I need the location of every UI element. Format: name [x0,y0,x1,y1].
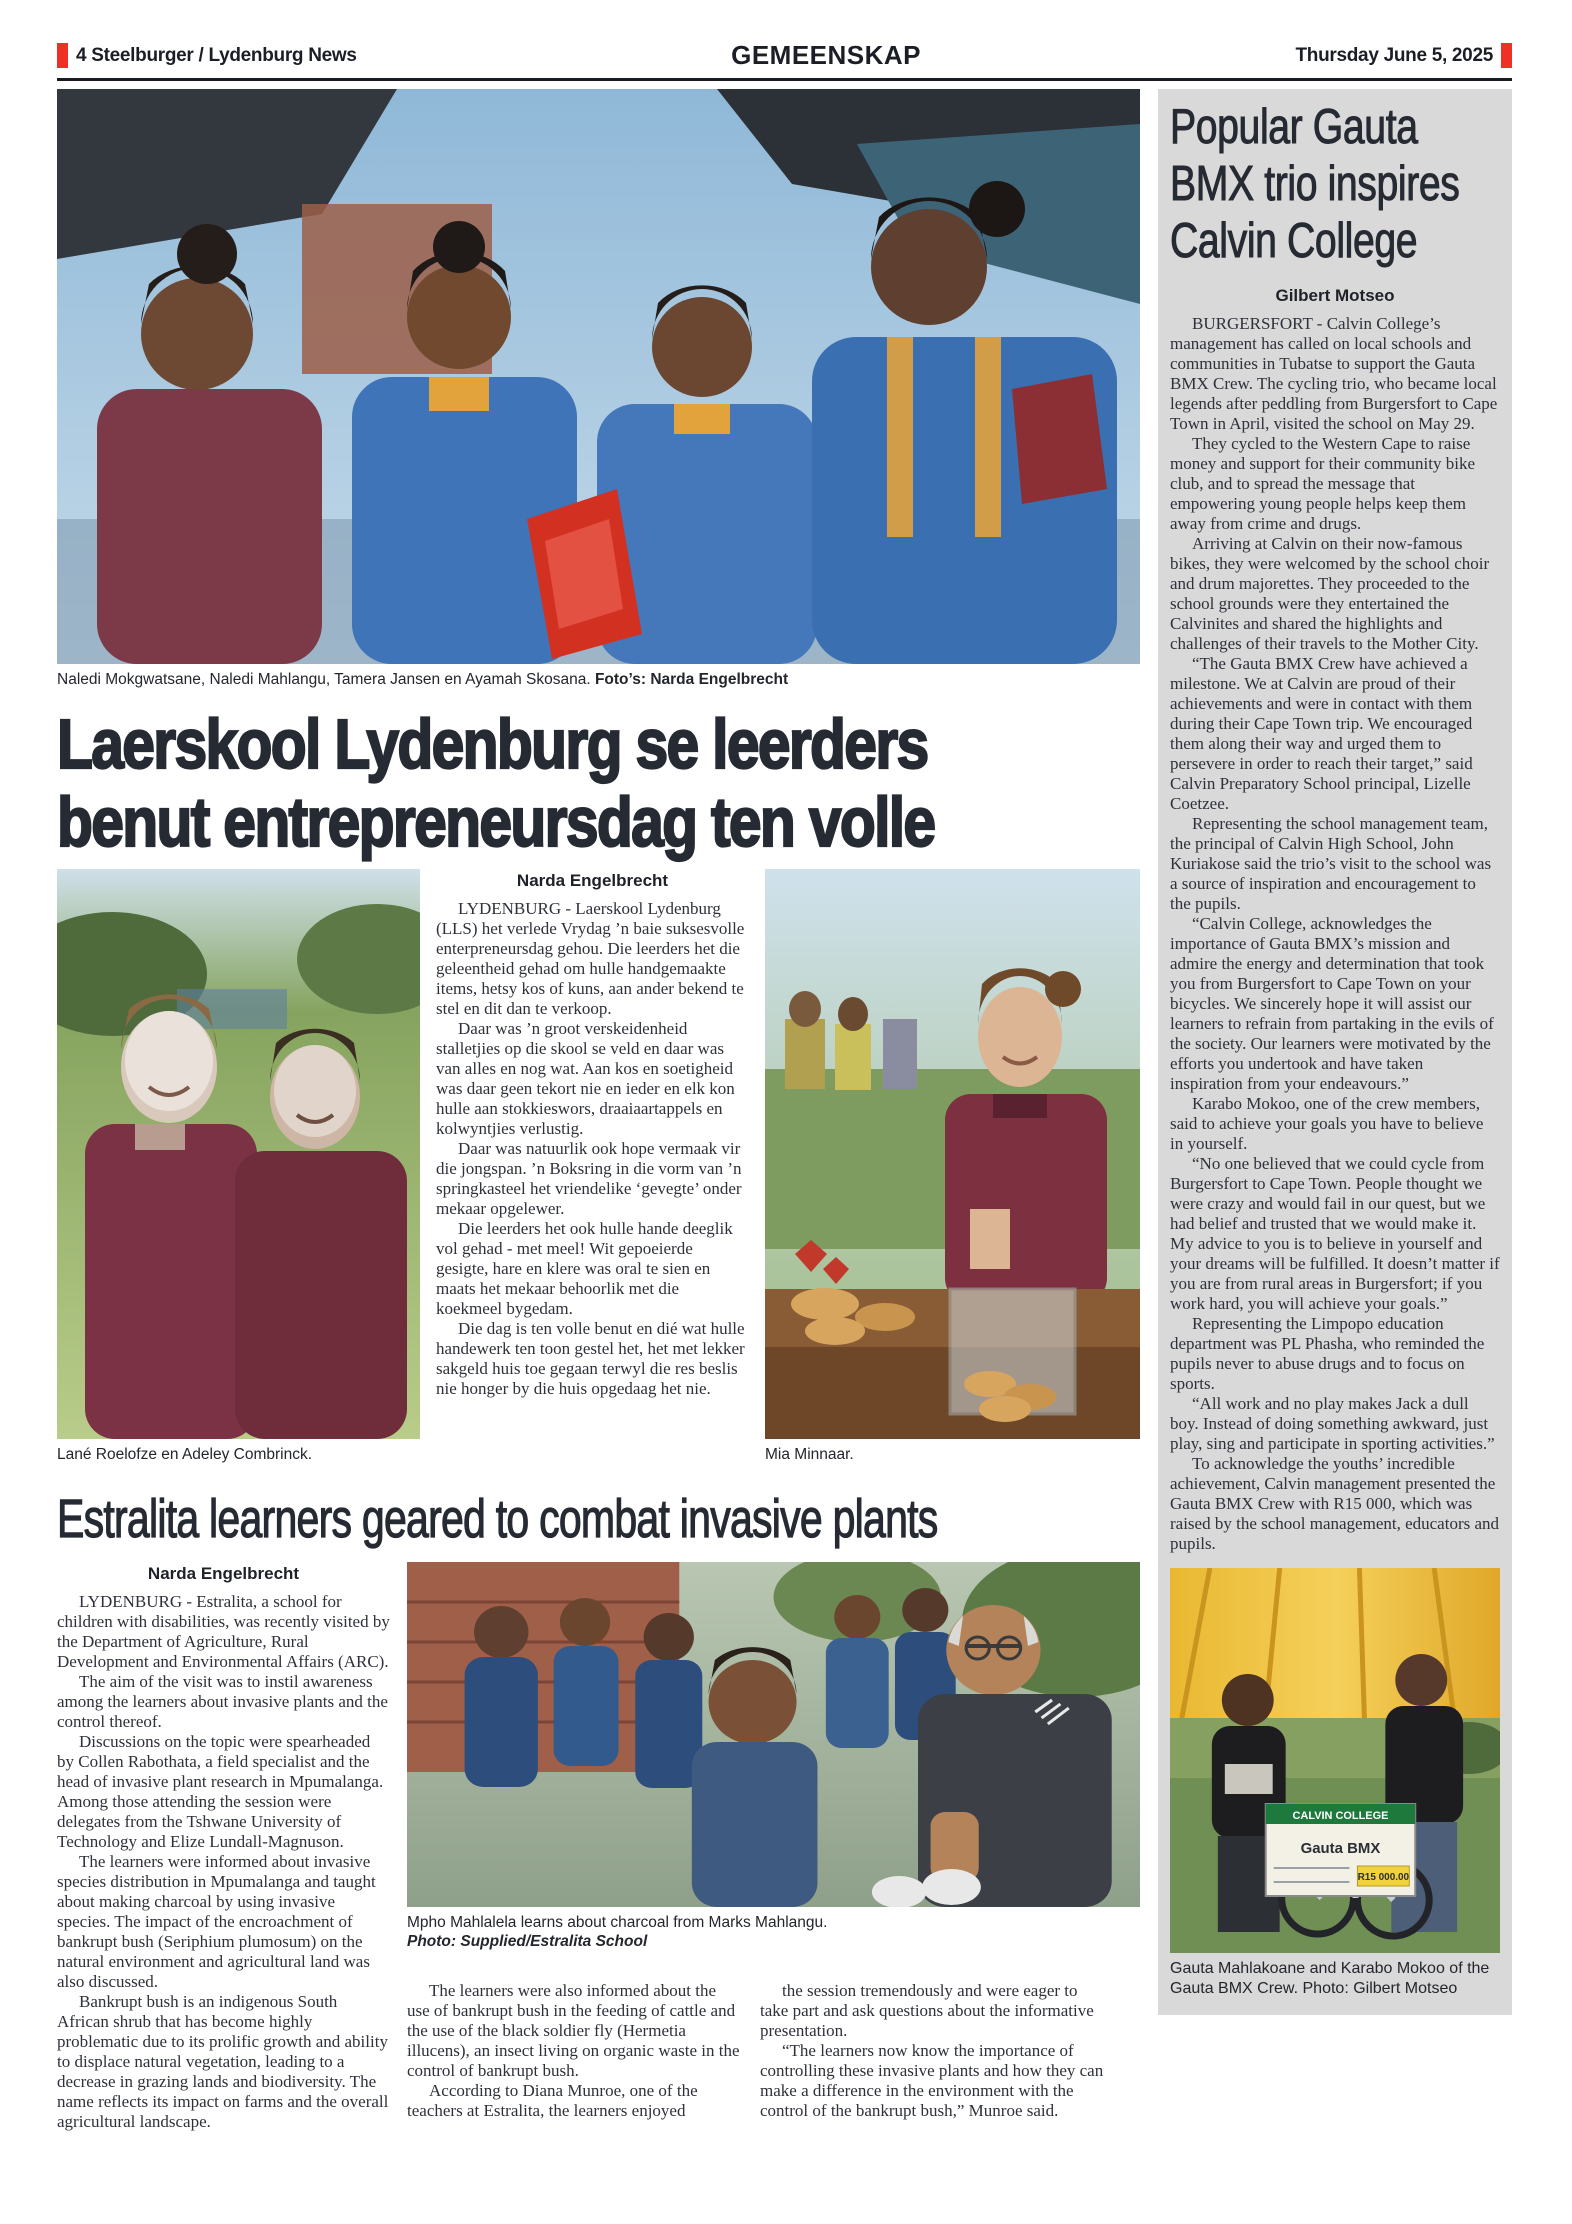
bmx-photo-caption [1170,1959,1500,1999]
sidebar-paragraph: Representing the Limpopo education department was PL Phasha, who reminded the pupils never to abuse drugs and to focus on sports. [1170,1314,1485,1393]
article1-paragraph: Daar was ’n groot verskeidenheid stalletjies op die skool se veld en daar was van alles en nog wat. Aan kos en soetigheid was daar geen tekort nie en ieder en elk kon hulle aan stokkieswors, draaiaartappels en kolwyntjies verlustig. [436,1019,735,1138]
article2-paragraph: Bankrupt bush is an indigenous South African shrub that has become highly problematic due to its prolific growth and ability to displace natural vegetation, leading to a decrease in grazing lands and biodiversity. The name reflects its impact on farms and the overall agricultural landscape. [57,1992,389,2131]
article2-byline: Narda Engelbrecht [147,1564,300,1583]
sidebar-paragraph: They cycled to the Western Cape to raise money and support for their community bike club, and to spread the message that empowering young people helps keep them away from crime and drugs. [1170,434,1475,533]
cheque-payee-text: Gauta BMX [1300,1839,1381,1858]
red-accent-right [1501,43,1512,68]
charcoal-photo-figure [407,1562,1140,1951]
article2-paragraph: the session tremendously and were eager to take part and ask questions about the informative presentation. [760,1981,1094,2040]
article1-paragraph: Die dag is ten volle benut en dié wat hulle handewerk ten toon gestel het, het met lekker sakgeld huis toe gegaan terwyl die res beslis nie honger by die huis opgedaag het nie. [436,1319,745,1398]
article1-left-photo-column [57,869,420,1464]
article2-paragraph: The learners were also informed about the use of bankrupt bush in the feeding of cattle and the use of the black soldier fly (Hermetia illucens), an insect living on organic waste in the control of bankrupt bush. [407,1981,740,2080]
photo-bmx-crew [1170,1568,1500,1953]
article1-paragraph: Daar was natuurlik ook hope vermaak vir die jongspan. ’n Boksring in die vorm van ’n springkasteel het vriendelike ‘gevegte’ onder mekaar opgelewer. [436,1139,742,1218]
sidebar-headline [1170,99,1500,270]
top-photo-figure [57,89,1140,689]
right-photo-caption: Mia Minnaar. [765,1446,854,1463]
sidebar-text [1170,314,1500,1554]
article1-text-column [436,869,749,1464]
bmx-photo-credit: Photo: Gilbert Motseo [1302,1980,1458,1997]
section-title: GEMEENSKAP [731,40,922,70]
issue-date: Thursday June 5, 2025 [1295,44,1493,66]
article1-paragraph: Die leerders het ook hulle hande deeglik vol gehad - met meel! Wit gepoeierde gesigte, hare en klere was oral te sien en maats het mekaar behoorlik met die koekmeel bygedam. [436,1219,733,1318]
sidebar-paragraph: BURGERSFORT - Calvin College’s management has called on local schools and communities in Tubatse to support the Gauta BMX Crew. The cycling trio, who became local legends after peddling from Burgersfort to Cape Town in April, visited the school on May 29. [1170,314,1498,433]
article2-sub-columns [407,1981,1140,2121]
header-left [57,43,357,68]
sidebar-headline-line2: BMX trio inspires [1170,157,1460,211]
article1-columns [57,869,1140,1464]
red-accent-left [57,43,68,68]
header-right [1295,43,1512,68]
charcoal-photo-credit: Photo: Supplied/Estralita School [407,1933,648,1950]
article1-paragraph: LYDENBURG - Laerskool Lydenburg (LLS) het verlede Vrydag ’n baie suksesvolle enterpreneursdag gehou. Die leerders het die geleentheid gehad om hulle handgemaakte items, hetsy kos of kuns, aan ander bekend te stel en dit dan te verkoop. [436,899,745,1018]
sidebar-headline-line1: Popular Gauta [1170,100,1418,154]
bmx-caption-text: Gauta Mahlakoane and Karabo Mokoo of the Gauta BMX Crew. [1170,1960,1490,1997]
sidebar-paragraph: Karabo Mokoo, one of the crew members, said to achieve your goals you have to believe in yourself. [1170,1094,1484,1153]
charcoal-caption-text: Mpho Mahlalela learns about charcoal from Marks Mahlangu. [407,1914,828,1931]
article2-middle-column [407,1981,740,2121]
bmx-photo-figure [1170,1568,1500,1999]
article2-left-column [57,1562,390,2132]
article1-byline: Narda Engelbrecht [516,871,669,890]
sidebar-byline: Gilbert Motseo [1275,286,1395,305]
article1-headline-line2: benut entrepreneursdag ten volle [57,783,935,861]
article2-paragraph: Discussions on the topic were spearheaded by Collen Rabothata, a field specialist and the head of invasive plant research in Mpumalanga. Among those attending the session were delegates from the Tshwane University of Technology and Elize Lundall-Magnuson. [57,1732,384,1851]
photo-charcoal-demo [407,1562,1140,1907]
main-column [57,89,1140,2132]
sidebar-paragraph: To acknowledge the youths’ incredible achievement, Calvin management presented the Gauta BMX Crew with R15 000, which was raised by the school management, educators and pupils. [1170,1454,1500,1553]
article2-paragraph: “The learners now know the importance of controlling these invasive plants and how they can make a difference in the environment with the control of the bankrupt bush,” Munroe said. [760,2041,1104,2120]
cheque-header-text: CALVIN COLLEGE [1292,1809,1389,1823]
article2-paragraph: LYDENBURG - Estralita, a school for children with disabilities, was recently visited by the Department of Agriculture, Rural Development and Environmental Affairs (ARC). [57,1592,390,1671]
charcoal-photo-caption [407,1913,1140,1951]
top-photo-caption [57,670,1140,689]
photo-flour-girls [57,869,420,1439]
sidebar-paragraph: Arriving at Calvin on their now-famous bikes, they were welcomed by the school choir and drum majorettes. They proceeded to the school grounds were they entertained the Calvinites and shared the highlights and challenges of their travels to the Mother City. [1170,534,1490,653]
cheque-amount-text: R15 000.00 [1357,1871,1410,1884]
sidebar-paragraph: “All work and no play makes Jack a dull boy. Instead of doing something awkward, just play, sing and participate in sporting activities.” [1170,1394,1495,1453]
article2-paragraph: The aim of the visit was to instil awareness among the learners about invasive plants and the control thereof. [57,1672,388,1731]
photo-food-stall-girl [765,869,1140,1439]
sidebar-headline-line3: Calvin College [1170,214,1418,268]
article1-right-photo-column [765,869,1140,1464]
top-photo-caption-text: Naledi Mokgwatsane, Naledi Mahlangu, Tamera Jansen en Ayamah Skosana. [57,671,595,688]
photo-entrepreneurs-group [57,89,1140,664]
article2-paragraph: According to Diana Munroe, one of the teachers at Estralita, the learners enjoyed [407,2081,698,2120]
left-photo-caption: Lané Roelofze en Adeley Combrinck. [57,1446,313,1463]
sidebar-paragraph: Representing the school management team, the principal of Calvin High School, John Kuriakose said the trio’s visit to the school was a source of inspiration and encouragement to the pupils. [1170,814,1492,913]
article1-headline-line1: Laerskool Lydenburg se leerders [57,705,928,783]
article2-columns [57,1562,1140,2132]
sidebar-paragraph: “The Gauta BMX Crew have achieved a milestone. We at Calvin are proud of their achievements and were in contact with them during their Cape Town trip. We encouraged them along their way and urged them to persevere in order to reach their target,” said Calvin Preparatory School principal, Lizelle Coetzee. [1170,654,1473,813]
top-photo-credit: Foto’s: Narda Engelbrecht [594,671,789,688]
sidebar-paragraph: “Calvin College, acknowledges the importance of Gauta BMX’s mission and admire the energy and determination that took you from Burgersfort to Cape Town on your bicycles. We sincerely hope it will assist our learners to refrain from partaking in the evils of the society. Our learners were motivated by the efforts you undertook and have taken inspiration from your endeavours.” [1170,914,1494,1093]
article1-headline [57,705,1140,861]
article2-right-area [407,1562,1140,2132]
sidebar-paragraph: “No one believed that we could cycle from Burgersfort to Cape Town. People thought we were crazy and would fail in our quest, but we had belief and trusted that we would make it. My advice to you is to believe in yourself and your dreams will be fulfilled. It doesn’t matter if you are from rural areas in Burgersfort; if you work hard, you will achieve your goals.” [1170,1154,1500,1313]
article2-paragraph: The learners were informed about invasive species distribution in Mpumalanga and taught about making charcoal by using invasive species. The impact of the encroachment of bankrupt bush (Seriphium plumosum) on the natural environment and agricultural land was also discussed. [57,1852,376,1991]
publication-name: 4 Steelburger / Lydenburg News [76,44,357,66]
article2-headline: Estralita learners geared to combat invasive plants [57,1489,938,1549]
article2-right-column [760,1981,1110,2121]
sidebar-article [1158,89,1512,2015]
page-header [57,40,1512,81]
page-content [57,89,1512,2132]
